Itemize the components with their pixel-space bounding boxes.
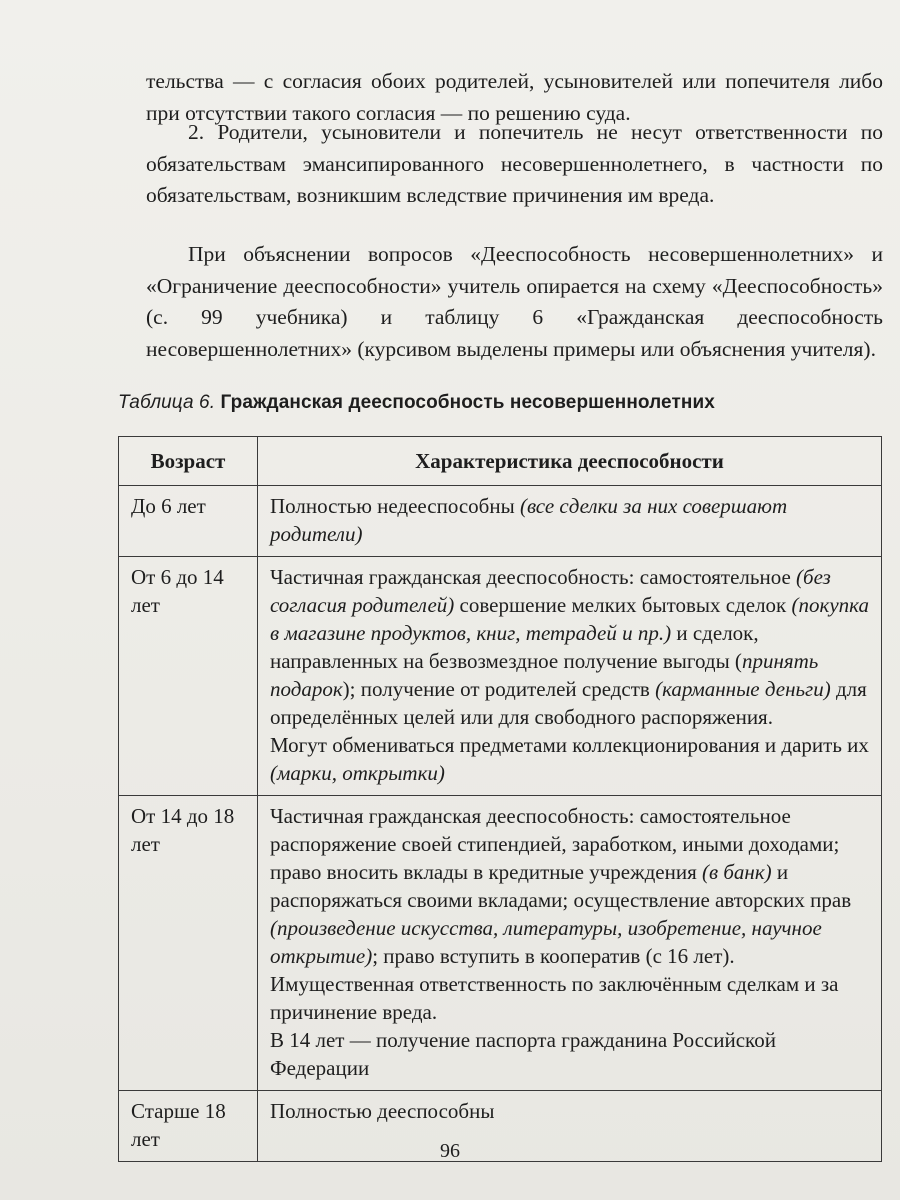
table-row bbox=[119, 486, 882, 557]
description-text: Полностью дееспособны bbox=[270, 1099, 495, 1123]
description-text: В 14 лет — получение паспорта гражданина Российской Федерации bbox=[270, 1028, 776, 1080]
capacity-table bbox=[118, 436, 882, 1162]
header-characteristic: Характеристика дееспособности bbox=[258, 437, 882, 486]
age-cell: От 14 до 18 лет bbox=[119, 796, 258, 1091]
table-header-row bbox=[119, 437, 882, 486]
characteristic-paragraph bbox=[270, 731, 871, 787]
teacher-example: (в банк) bbox=[702, 860, 772, 884]
characteristic-paragraph bbox=[270, 492, 871, 548]
characteristic-paragraph bbox=[270, 802, 871, 1026]
table-caption-number: Таблица 6. bbox=[118, 392, 216, 413]
table-caption bbox=[118, 392, 715, 414]
characteristic-cell bbox=[258, 796, 882, 1091]
teacher-example: (покупка в магазине продуктов, книг, тетрадей и пр.) bbox=[270, 593, 869, 645]
description-text: совершение мелких бытовых сделок bbox=[454, 593, 792, 617]
characteristic-paragraph bbox=[270, 563, 871, 731]
description-text: и сделок, направленных на безвозмездное получение выгоды ( bbox=[270, 621, 759, 673]
description-text: и распоряжаться своими вкладами; осуществление авторских прав bbox=[270, 860, 852, 912]
characteristic-cell bbox=[258, 557, 882, 796]
table-caption-title: Гражданская дееспособность несовершеннолетних bbox=[220, 392, 715, 413]
teacher-example: (произведение искусства, литературы, изобретение, научное открытие) bbox=[270, 916, 822, 968]
teacher-example: (все сделки за них совершают родители) bbox=[270, 494, 788, 546]
characteristic-paragraph bbox=[270, 1097, 871, 1125]
age-cell: Старше 18 лет bbox=[119, 1091, 258, 1162]
age-cell: До 6 лет bbox=[119, 486, 258, 557]
table-row bbox=[119, 557, 882, 796]
description-text: Частичная гражданская дееспособность: самостоятельное bbox=[270, 565, 797, 589]
description-text: ; право вступить в кооператив (с 16 лет). Имущественная ответственность по заключённым сделкам и за причинение вреда. bbox=[270, 944, 839, 1024]
teacher-example: (марки, открытки) bbox=[270, 761, 445, 785]
teacher-example: (без согласия родителей) bbox=[270, 565, 831, 617]
paragraph-point-2: 2. Родители, усыновители и попечитель не несут ответственности по обязательствам эмансипированного несовершеннолетнего, в частности по обязательствам, возникшим вследствие причинения им вреда. bbox=[146, 120, 883, 207]
description-text: ); получение от родителей средств bbox=[342, 677, 656, 701]
page-number: 96 bbox=[440, 1140, 460, 1162]
table-row bbox=[119, 796, 882, 1091]
description-text: Частичная гражданская дееспособность: самостоятельное распоряжение своей стипендией, заработком, иными доходами; право вносить вклады в кредитные учреждения bbox=[270, 804, 840, 884]
paragraph-teacher-note: При объяснении вопросов «Дееспособность несовершеннолетних» и «Ограничение дееспособности» учитель опирается на схему «Дееспособность» (с. 99 учебника) и таблицу 6 «Гражданская дееспособность несовершеннолетних» (курсивом выделены примеры или объяснения учителя). bbox=[146, 242, 883, 361]
teacher-example: (карманные деньги) bbox=[655, 677, 831, 701]
description-text: для определённых целей или для свободного распоряжения. bbox=[270, 677, 867, 729]
teacher-example: принять подарок bbox=[270, 649, 819, 701]
age-cell: От 6 до 14 лет bbox=[119, 557, 258, 796]
characteristic-cell bbox=[258, 486, 882, 557]
description-text: Полностью недееспособны bbox=[270, 494, 520, 518]
paragraph-continuation: тельства — с согласия обоих родителей, усыновителей или попечителя либо при отсутствии такого согласия — по решению суда. bbox=[146, 69, 883, 125]
characteristic-paragraph bbox=[270, 1026, 871, 1082]
header-age: Возраст bbox=[119, 437, 258, 486]
description-text: Могут обмениваться предметами коллекционирования и дарить их bbox=[270, 733, 869, 757]
